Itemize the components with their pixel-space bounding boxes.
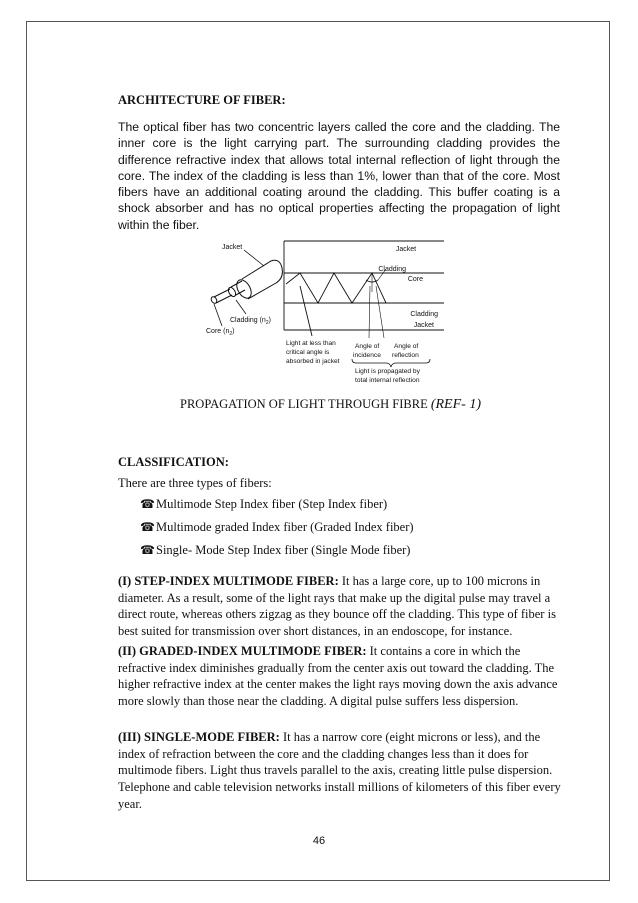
section-graded-index (118, 643, 564, 710)
section-single-mode (118, 729, 564, 813)
telephone-icon: ☎ (140, 497, 155, 511)
right-core-label: Core (407, 276, 423, 283)
reflection-label-1: Angle of (394, 343, 419, 350)
section-title: (II) GRADED-INDEX MULTIMODE FIBER: (118, 644, 367, 658)
propagated-label-1: Light is propagated by (355, 368, 420, 375)
classification-intro: There are three types of fibers: (118, 476, 272, 490)
right-cladding-top-label: Cladding (378, 266, 406, 273)
left-jacket-label: Jacket (222, 244, 243, 251)
section-body: It contains a core in which the refractive index diminishes gradually from the center axis out toward the cladding. The higher refractive index at the center makes the light rays moving down the axis advance more slowly than those near the cladding. A digital pulse suffers less dispersion. (118, 644, 558, 709)
incidence-label-2: incidence (353, 352, 381, 359)
right-jacket-top-label: Jacket (395, 246, 417, 253)
section-body: It has a narrow core (eight microns or less), and the index of refraction between the core and the cladding changes less than it does for multimode fibers. Light thus travels parallel to the axis, creating little pulse dispersion. Telephone and cable television networks install millions of kilometers of this fiber every year. (118, 730, 561, 811)
fiber-cable-drawing (210, 250, 282, 326)
architecture-paragraph: The optical fiber has two concentric layers called the core and the cladding. The inner core is the light carrying part. The surrounding cladding provides the difference refractive index that allows total internal reflection of light through the core. The index of the cladding is less than 1%, lower than that of the core. Most fibers have an additional coating around the cladding. This buffer coating is a shock absorber and has no optical properties affecting the propagation of light within the fiber. (118, 120, 560, 232)
right-cladding-bottom-label: Cladding (410, 311, 438, 318)
list-item (140, 497, 387, 512)
section-step-index (118, 573, 564, 640)
left-core-label: Core $(n_2)$ (206, 328, 235, 337)
figure-caption (180, 397, 481, 413)
light-less-label-1: Light at less than (286, 340, 336, 347)
list-item-text: Single- Mode Step Index fiber (Single Mode fiber) (156, 543, 411, 557)
light-less-label-2: critical angle is (286, 349, 330, 356)
caption-reference: (REF- 1) (430, 397, 481, 412)
light-less-label-3: absorbed in jacket (286, 358, 340, 365)
section-body: It has a large core, up to 100 microns in diameter. As a result, some of the light rays that make up the digital pulse may travel a direct route, whereas others zigzag as they bounce off the cladding. This type of fiber is best suited for transmission over short distances, in an endoscope, for instance. (118, 574, 556, 639)
propagated-label-2: total internal reflection (355, 377, 420, 384)
heading-architecture: ARCHITECTURE OF FIBER: (118, 93, 286, 107)
telephone-icon: ☎ (140, 520, 155, 534)
incidence-label-1: Angle of (355, 343, 380, 350)
right-jacket-bottom-label: Jacket (413, 322, 434, 329)
list-item (140, 520, 414, 535)
caption-text: PROPAGATION OF LIGHT THROUGH FIBRE (180, 397, 428, 411)
list-item-text: Multimode Step Index fiber (Step Index fiber) (156, 497, 388, 511)
fiber-propagation-figure (176, 236, 446, 386)
reflection-label-2: reflection (392, 352, 419, 359)
left-cladding-label: Cladding $(n_2)$ (230, 317, 271, 326)
section-title: (III) SINGLE-MODE FIBER: (118, 730, 280, 744)
page-number: 46 (312, 835, 326, 847)
section-title: (I) STEP-INDEX MULTIMODE FIBER: (118, 574, 339, 588)
list-item-text: Multimode graded Index fiber (Graded Index fiber) (156, 520, 414, 534)
telephone-icon: ☎ (140, 543, 155, 557)
heading-classification: CLASSIFICATION: (118, 455, 229, 469)
list-item (140, 543, 410, 558)
